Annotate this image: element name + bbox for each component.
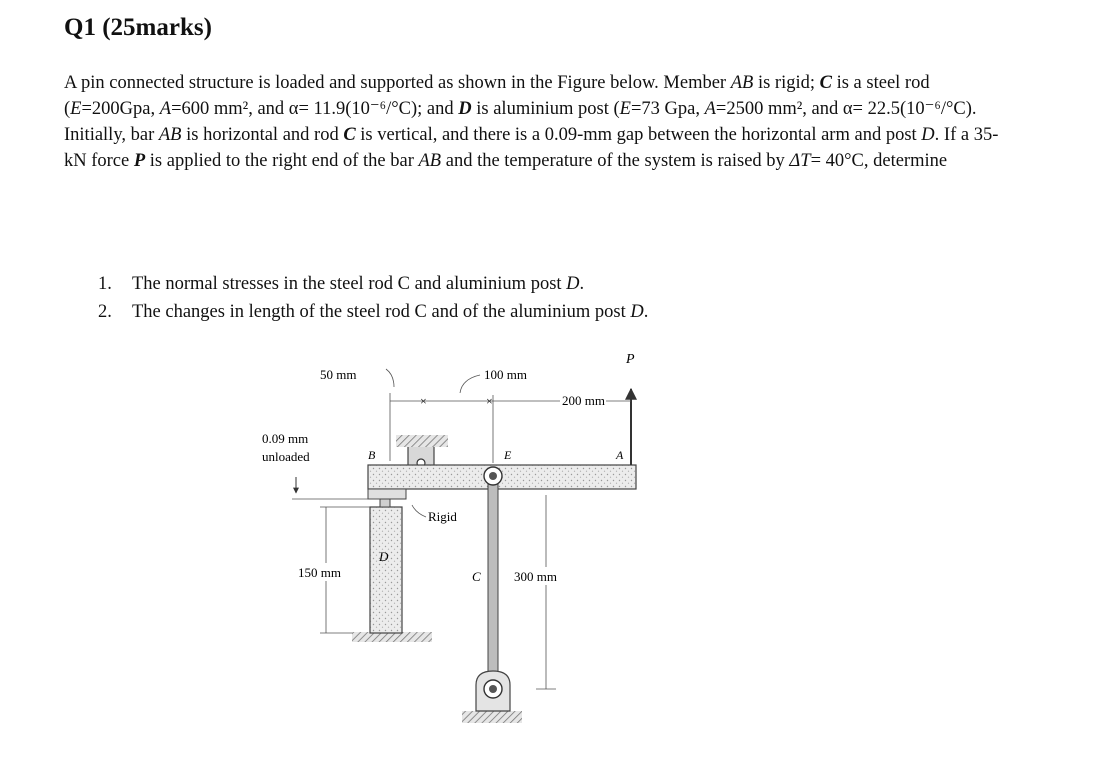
pin-c	[489, 685, 497, 693]
tick-x2: ×	[486, 394, 493, 408]
leader-100	[460, 375, 480, 393]
gap-label-line1: 0.09 mm	[262, 431, 309, 446]
label-d: D	[379, 549, 389, 564]
gap-label-line2: unloaded	[262, 449, 310, 464]
list-item: 2. The changes in length of the steel rod C and of the aluminium post D.	[98, 302, 649, 322]
question-list	[98, 270, 648, 326]
dim-100mm: 100 mm	[484, 367, 527, 382]
label-e: E	[504, 448, 512, 462]
problem-statement: A pin connected structure is loaded and supported as shown in the Figure below. Member AB is rigid; C is a steel rod (E=200Gpa, A=600 mm², and α= 11.9(10⁻⁶/°C); and D is aluminium post (E=73 Gpa, A=2500 mm², and α= 22.5(10⁻⁶/°C). Initially, bar AB is horizontal and rod C is vertical, and there is a 0.09-mm gap between the horizontal arm and post D. If a 35-kN force P is applied to the right end of the bar AB and the temperature of the system is raised by ΔT= 40°C, determine	[64, 73, 999, 171]
steel-rod-c	[488, 475, 498, 685]
horizontal-arm	[368, 489, 406, 499]
pin-e	[489, 472, 497, 480]
label-c: C	[472, 569, 481, 584]
label-b: B	[368, 448, 376, 462]
label-p: P	[626, 352, 635, 367]
ground-rod-c	[462, 711, 522, 723]
leader-rigid	[412, 505, 426, 517]
label-rigid: Rigid	[428, 509, 457, 524]
ground-pin-b	[396, 435, 448, 447]
structure-diagram	[240, 335, 670, 755]
arm-contact	[380, 499, 390, 507]
dim-300mm: 300 mm	[514, 569, 557, 584]
leader-50	[386, 369, 394, 387]
structure-figure	[240, 335, 670, 760]
tick-x: ×	[420, 394, 427, 408]
dim-150mm: 150 mm	[298, 565, 341, 580]
label-a: A	[616, 448, 624, 462]
question-title: Q1 (25marks)	[64, 14, 212, 41]
aluminium-post-d	[370, 507, 402, 633]
dim-50mm: 50 mm	[320, 367, 357, 382]
dim-200mm: 200 mm	[562, 393, 605, 408]
list-item: 1. The normal stresses in the steel rod C and aluminium post D.	[98, 274, 585, 294]
